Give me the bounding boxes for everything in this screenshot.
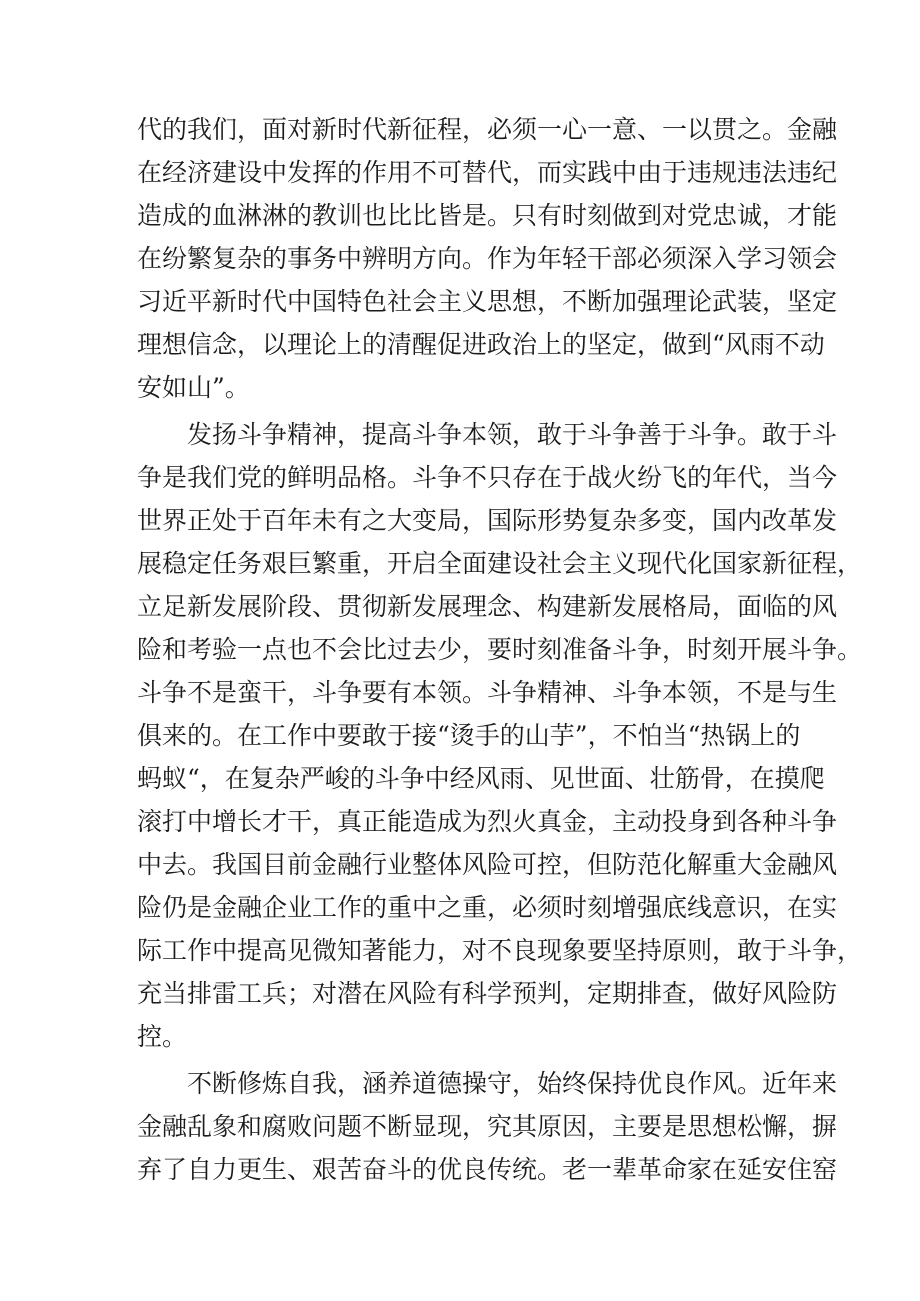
text-line: 代的我们，面对新时代新征程，必须一心一意、一以贯之。金融 xyxy=(137,115,838,144)
text-line: 际工作中提高见微知著能力，对不良现象要坚持原则，敢于斗争， xyxy=(137,936,863,965)
text-line: 蚂蚁“，在复杂严峻的斗争中经风雨、见世面、壮筋骨，在摸爬 xyxy=(137,764,825,793)
text-line: 弃了自力更生、艰苦奋斗的优良传统。老一辈革命家在延安住窑 xyxy=(137,1155,838,1184)
text-line: 金融乱象和腐败问题不断显现，究其原因，主要是思想松懈，摒 xyxy=(137,1112,838,1141)
text-line: 中去。我国目前金融行业整体风险可控，但防范化解重大金融风 xyxy=(137,850,838,879)
text-line: 立足新发展阶段、贯彻新发展理念、构建新发展格局，面临的风 xyxy=(137,592,838,621)
text-line: 理想信念，以理论上的清醒促进政治上的坚定，做到“风雨不动 xyxy=(137,330,825,359)
text-line: 在经济建设中发挥的作用不可替代，而实践中由于违规违法违纪 xyxy=(137,158,838,187)
text-line: 造成的血淋淋的教训也比比皆是。只有时刻做到对党忠诚，才能 xyxy=(137,201,838,230)
text-line: 展稳定任务艰巨繁重，开启全面建设社会主义现代化国家新征程， xyxy=(137,549,863,578)
text-line: 世界正处于百年未有之大变局，国际形势复杂多变，国内改革发 xyxy=(137,506,838,535)
text-line: 险仍是金融企业工作的重中之重，必须时刻增强底线意识，在实 xyxy=(137,893,838,922)
text-line: 斗争不是蛮干，斗争要有本领。斗争精神、斗争本领，不是与生 xyxy=(137,678,838,707)
text-line: 争是我们党的鲜明品格。斗争不只存在于战火纷飞的年代，当今 xyxy=(137,463,838,492)
text-line: 安如山”。 xyxy=(137,373,250,402)
text-line: 在纷繁复杂的事务中辨明方向。作为年轻干部必须深入学习领会 xyxy=(137,244,838,273)
text-line: 习近平新时代中国特色社会主义思想，不断加强理论武装，坚定 xyxy=(137,287,838,316)
paragraph-first-line: 不断修炼自我，涵养道德操守，始终保持优良作风。近年来 xyxy=(187,1069,838,1098)
text-line: 险和考验一点也不会比过去少，要时刻准备斗争，时刻开展斗争。 xyxy=(137,635,863,664)
text-line: 控。 xyxy=(137,1022,188,1051)
text-line: 充当排雷工兵；对潜在风险有科学预判，定期排查，做好风险防 xyxy=(137,979,838,1008)
text-line: 滚打中增长才干，真正能造成为烈火真金，主动投身到各种斗争 xyxy=(137,807,838,836)
paragraph-first-line: 发扬斗争精神，提高斗争本领，敢于斗争善于斗争。敢于斗 xyxy=(187,420,838,449)
text-line: 俱来的。在工作中要敢于接“烫手的山芋”，不怕当“热锅上的 xyxy=(137,721,801,750)
